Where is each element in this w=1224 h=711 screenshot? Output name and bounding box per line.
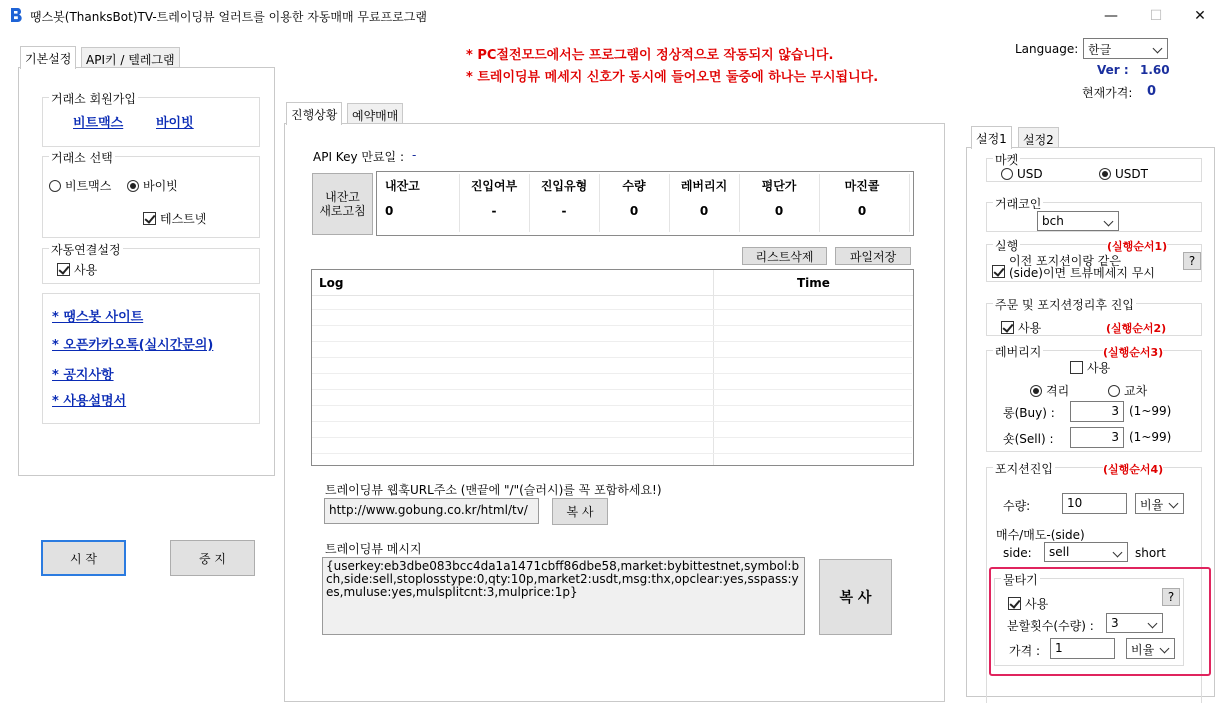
delete-list-button[interactable]: 리스트삭제: [742, 247, 827, 265]
radio-circle[interactable]: [1099, 168, 1111, 180]
copy-webhook-button[interactable]: 복 사: [552, 498, 608, 525]
api-expiry-value: -: [412, 148, 417, 162]
log-header-log: Log: [319, 276, 344, 290]
execute-group-label: 실행: [995, 239, 1019, 253]
quantity-label: 수량:: [1003, 499, 1031, 513]
copy-message-button[interactable]: 복 사: [819, 559, 892, 635]
averaging-use-label: 사용: [1025, 597, 1049, 611]
grid-divider: [459, 174, 460, 232]
checkbox-box[interactable]: [57, 263, 70, 276]
help-button-execute[interactable]: ?: [1183, 252, 1201, 270]
header-margin-call: 마진콜: [844, 179, 880, 193]
log-list[interactable]: [311, 269, 914, 466]
log-row: [312, 408, 912, 422]
grid-divider: [529, 174, 530, 232]
order-clear-group-label: 주문 및 포지션정리후 진입: [995, 298, 1134, 312]
header-avg-price: 평단가: [761, 179, 797, 193]
notice-sleep-mode: * PC절전모드에서는 프로그램이 정상적으로 작동되지 않습니다.: [466, 48, 834, 63]
long-label: 롱(Buy) :: [1003, 406, 1055, 420]
grid-divider: [669, 174, 670, 232]
version-label: Ver :: [1097, 63, 1129, 77]
averaging-price-input[interactable]: 1: [1050, 638, 1115, 659]
checkbox-box[interactable]: [143, 212, 156, 225]
log-row: [312, 424, 912, 438]
long-range: (1~99): [1129, 404, 1172, 418]
side-select[interactable]: sell: [1044, 542, 1128, 562]
side-label: side:: [1003, 546, 1032, 560]
autoconnect-group: [42, 243, 260, 284]
order-clear-use-label: 사용: [1018, 321, 1042, 335]
testnet-label: 테스트넷: [160, 212, 207, 226]
header-quantity: 수량: [622, 179, 646, 193]
coin-select[interactable]: bch: [1037, 211, 1119, 231]
value-entry-status: -: [491, 204, 497, 218]
start-button[interactable]: 시 작: [41, 540, 126, 576]
radio-circle[interactable]: [1001, 168, 1013, 180]
tab-reserved-trading[interactable]: 예약매매: [347, 103, 403, 124]
radio-circle[interactable]: [1030, 385, 1042, 397]
averaging-price-label: 가격 :: [1009, 644, 1041, 658]
split-count-select[interactable]: 3: [1106, 613, 1163, 633]
market-group: [986, 153, 1202, 182]
leverage-group-label: 레버리지: [995, 345, 1042, 359]
radio-isolated-label: 격리: [1046, 384, 1070, 398]
ignore-same-side-checkbox[interactable]: [992, 265, 1005, 278]
grid-divider: [739, 174, 740, 232]
autoconnect-group-label: 자동연결설정: [51, 243, 121, 257]
header-entry-type: 진입유형: [540, 179, 588, 193]
language-label: Language:: [1015, 42, 1079, 56]
tab-basic-settings[interactable]: 기본설정: [20, 46, 76, 69]
checkbox-box[interactable]: [1001, 321, 1014, 334]
checkbox-box[interactable]: [1070, 361, 1083, 374]
save-file-button[interactable]: 파일저장: [835, 247, 911, 265]
grid-divider: [909, 174, 910, 232]
exchange-select-group: [42, 151, 260, 238]
log-row: [312, 376, 912, 390]
value-avg-price: 0: [774, 204, 784, 218]
radio-bitmex[interactable]: [49, 177, 111, 194]
maximize-button[interactable]: ☐: [1149, 7, 1163, 24]
radio-bybit-label: 바이빗: [143, 179, 178, 193]
side-group: [994, 528, 1190, 568]
coin-group-label: 거래코인: [995, 197, 1042, 211]
short-range: (1~99): [1129, 430, 1172, 444]
progress-panel: [284, 123, 945, 702]
side-group-label: 매수/매도-(side): [996, 528, 1085, 542]
log-row: [312, 344, 912, 358]
balance-grid: [376, 171, 914, 236]
log-row: [312, 440, 912, 454]
long-leverage-input[interactable]: 3: [1070, 401, 1124, 422]
log-row: [312, 312, 912, 326]
api-expiry-label: API Key 만료일 :: [313, 150, 405, 164]
link-manual[interactable]: * 사용설명서: [52, 394, 127, 409]
radio-bitmex-label: 비트맥스: [65, 179, 112, 193]
market-group-label: 마켓: [995, 153, 1019, 167]
averaging-group-label: 물타기: [1003, 573, 1038, 587]
radio-circle[interactable]: [1108, 385, 1120, 397]
value-margin-call: 0: [857, 204, 867, 218]
execution-order-3: (실행순서3): [1103, 346, 1164, 359]
value-entry-type: -: [561, 204, 567, 218]
tv-message-textarea[interactable]: {userkey:eb3dbe083bcc4da1a1471cbff86dbe58,market:bybittestnet,symbol:bch,side:sell,stoplosstype:0,qty:10p,market2:usdt,msg:thx,opclear:yes,sspass:yes,muluse:yes,mulsplitcnt:3,mulprice:1p}: [322, 557, 805, 635]
radio-usdt-label: USDT: [1115, 167, 1148, 181]
grid-divider: [599, 174, 600, 232]
radio-usdt[interactable]: [1099, 167, 1148, 181]
log-header-time: Time: [797, 276, 830, 290]
radio-bybit[interactable]: [127, 177, 178, 194]
quantity-input[interactable]: 10: [1062, 493, 1127, 514]
radio-cross[interactable]: [1108, 382, 1147, 399]
title-bar: [0, 0, 1224, 31]
log-row: [312, 328, 912, 342]
value-quantity: 0: [629, 204, 639, 218]
current-price-value: 0: [1147, 84, 1157, 99]
signup-group-label: 거래소 회원가입: [51, 92, 136, 106]
thanksbot-logo-icon: [8, 7, 24, 24]
exchange-group-label: 거래소 선택: [51, 151, 113, 165]
language-select[interactable]: 한글: [1083, 38, 1168, 59]
header-entry-status: 진입여부: [470, 179, 518, 193]
quantity-mode-select[interactable]: 비율: [1135, 493, 1184, 514]
webhook-url-field[interactable]: http://www.gobung.co.kr/html/tv/: [324, 498, 539, 524]
link-open-kakaotalk[interactable]: * 오픈카카오톡(실시간문의): [52, 338, 214, 353]
signup-link-bitmex[interactable]: 비트맥스: [73, 116, 124, 131]
tab-api-telegram[interactable]: API키 / 텔레그램: [81, 47, 180, 68]
log-row: [312, 360, 912, 374]
help-button-averaging[interactable]: ?: [1162, 588, 1180, 606]
signup-link-bybit[interactable]: 바이빗: [156, 116, 194, 131]
averaging-price-mode-select[interactable]: 비율: [1126, 638, 1175, 659]
log-row: [312, 392, 912, 406]
position-entry-group-label: 포지션진입: [995, 462, 1053, 476]
execution-order-4: (실행순서4): [1103, 463, 1164, 476]
radio-circle[interactable]: [127, 180, 139, 192]
execution-order-2: (실행순서2): [1106, 322, 1167, 335]
header-balance: 내잔고: [385, 179, 420, 193]
radio-circle[interactable]: [49, 180, 61, 192]
order-clear-group: [986, 298, 1202, 336]
leverage-group: [986, 345, 1202, 452]
trade-coin-group: [986, 197, 1202, 232]
execution-order-1: (실행순서1): [1107, 240, 1168, 253]
radio-cross-label: 교차: [1124, 384, 1148, 398]
close-button[interactable]: ✕: [1194, 7, 1206, 24]
leverage-use-checkbox[interactable]: [1070, 359, 1110, 376]
refresh-balance-button[interactable]: 내잔고 새로고침: [312, 173, 373, 235]
link-notices[interactable]: * 공지사항: [52, 368, 114, 383]
value-leverage: 0: [699, 204, 709, 218]
tab-progress[interactable]: 진행상황: [286, 102, 342, 125]
autoconnect-checkbox[interactable]: [57, 261, 97, 278]
radio-usd-label: USD: [1017, 167, 1043, 181]
notice-simultaneous-signal: * 트레이딩뷰 메세지 신호가 동시에 들어오면 둘중에 하나는 무시됩니다.: [466, 70, 879, 85]
split-count-label: 분할횟수(수량) :: [1007, 619, 1094, 633]
order-clear-checkbox[interactable]: [1001, 319, 1041, 336]
current-price-label: 현재가격:: [1082, 86, 1133, 100]
link-thanksbot-site[interactable]: * 땡스봇 사이트: [52, 310, 144, 325]
webhook-url-label: 트레이딩뷰 웹훅URL주소 (맨끝에 "/"(슬러시)를 꼭 포함하세요!): [325, 483, 662, 497]
version-value: 1.60: [1140, 63, 1170, 77]
leverage-use-label: 사용: [1087, 361, 1111, 375]
radio-isolated[interactable]: [1030, 382, 1069, 399]
tv-message-label: 트레이딩뷰 메시지: [325, 542, 422, 556]
stop-button[interactable]: 중 지: [170, 540, 255, 576]
testnet-checkbox[interactable]: [143, 210, 206, 227]
basic-settings-panel: [18, 67, 275, 476]
averaging-highlight-box: [989, 567, 1211, 676]
radio-usd[interactable]: [1001, 167, 1043, 181]
signup-group: [42, 92, 260, 147]
window-title: 땡스봇(ThanksBot)TV-트레이딩뷰 얼러트를 이용한 자동매매 무료프로그램: [30, 10, 427, 24]
short-leverage-input[interactable]: 3: [1070, 427, 1124, 448]
grid-divider: [819, 174, 820, 232]
log-row: [312, 296, 912, 310]
side-extra: short: [1135, 546, 1166, 560]
autoconnect-use-label: 사용: [74, 263, 98, 277]
minimize-button[interactable]: —: [1104, 7, 1118, 24]
links-group: [42, 293, 260, 424]
value-balance: 0: [385, 204, 394, 218]
short-label: 숏(Sell) :: [1003, 432, 1054, 446]
tab-settings2[interactable]: 설정2: [1018, 127, 1059, 148]
ignore-same-side-label: 이전 포지션이랑 같은 (side)이면 트뷰메세지 무시: [1009, 254, 1155, 280]
header-leverage: 레버리지: [680, 179, 728, 193]
tab-settings1[interactable]: 설정1: [971, 126, 1012, 149]
execute-group: [986, 239, 1202, 282]
